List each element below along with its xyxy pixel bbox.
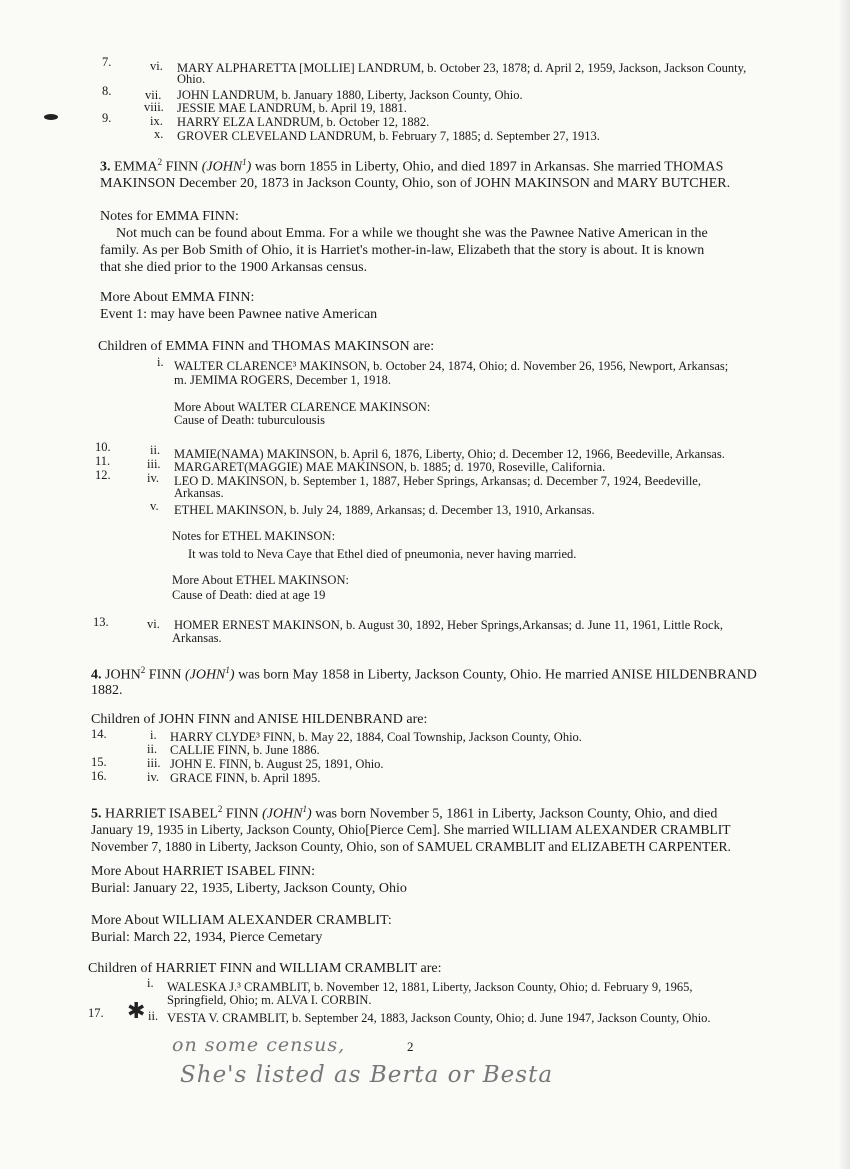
- heading-surname: FINN: [225, 806, 259, 822]
- heading-number: 5.: [91, 806, 102, 822]
- parent-close: ): [229, 667, 235, 683]
- child-entry: HOMER ERNEST MAKINSON, b. August 30, 1892, Heber Springs,Arkansas; d. June 11, 1961, Little Rock,: [174, 618, 723, 632]
- child-entry-cont: Springfield, Ohio; m. ALVA I. CORBIN.: [167, 993, 372, 1007]
- generation-sup: 2: [140, 665, 146, 675]
- emma-heading: [100, 158, 723, 175]
- notes-line: It was told to Neva Caye that Ethel died of pneumonia, never having married.: [188, 547, 577, 561]
- child-entry: MARY ALPHARETTA [MOLLIE] LANDRUM, b. October 23, 1878; d. April 2, 1959, Jackson, Jackson County,: [177, 61, 747, 75]
- heading-name: JOHN: [105, 667, 141, 683]
- more-about-line: Burial: January 22, 1935, Liberty, Jackson County, Ohio: [91, 881, 407, 896]
- emma-heading-line2: MAKINSON December 20, 1873 in Jackson County, Ohio, son of JOHN MAKINSON and MARY BUTCHER.: [100, 176, 731, 191]
- child-entry: ETHEL MAKINSON, b. July 24, 1889, Arkansas; d. December 13, 1910, Arkansas.: [174, 503, 595, 517]
- generation-sup: 2: [217, 804, 223, 814]
- children-title: Children of EMMA FINN and THOMAS MAKINSON are:: [98, 339, 435, 354]
- entry-number: 17.: [88, 1006, 104, 1020]
- more-about-title: More About WALTER CLARENCE MAKINSON:: [174, 400, 431, 414]
- heading-number: 3.: [100, 159, 111, 175]
- child-entry: CALLIE FINN, b. June 1886.: [170, 743, 320, 757]
- john-heading-line2: 1882.: [91, 683, 123, 698]
- child-roman: vi.: [147, 617, 160, 631]
- parent-sup: 1: [302, 804, 308, 814]
- entry-number: 11.: [95, 454, 111, 468]
- child-entry: GROVER CLEVELAND LANDRUM, b. February 7, 1885; d. September 27, 1913.: [177, 129, 600, 143]
- page-edge-shadow: [838, 0, 850, 1169]
- notes-line: Not much can be found about Emma. For a while we thought she was the Pawnee Native American in the: [116, 226, 708, 241]
- heading-text: was born May 1858 in Liberty, Jackson County, Ohio. He married ANISE HILDENBRAND: [238, 667, 757, 683]
- child-entry: GRACE FINN, b. April 1895.: [170, 771, 321, 785]
- harriet-heading-line3: November 7, 1880 in Liberty, Jackson County, Ohio, son of SAMUEL CRAMBLIT and ELIZABETH CARPENTER.: [91, 839, 731, 854]
- child-roman: ii.: [148, 1009, 159, 1023]
- heading-text: was born 1855 in Liberty, Ohio, and died 1897 in Arkansas. She married THOMAS: [254, 159, 724, 175]
- parent-sup: 1: [225, 665, 230, 675]
- child-roman: i.: [150, 728, 157, 742]
- children-title: Children of HARRIET FINN and WILLIAM CRAMBLIT are:: [88, 961, 442, 976]
- child-roman: iii.: [147, 457, 161, 471]
- child-roman: v.: [150, 499, 159, 513]
- entry-number: 13.: [93, 615, 109, 629]
- more-about-line: Burial: March 22, 1934, Pierce Cemetary: [91, 930, 323, 945]
- more-about-line: Cause of Death: tuburculousis: [174, 413, 326, 427]
- entry-number: 16.: [91, 769, 107, 783]
- child-entry-cont: m. JEMIMA ROGERS, December 1, 1918.: [174, 373, 391, 387]
- child-entry-cont: Ohio.: [177, 72, 206, 86]
- notes-title: Notes for EMMA FINN:: [100, 209, 239, 224]
- heading-surname: FINN: [165, 159, 199, 175]
- child-entry: WALTER CLARENCE³ MAKINSON, b. October 24, 1874, Ohio; d. November 26, 1956, Newport, Arkansas;: [174, 359, 729, 373]
- entry-number: 7.: [102, 55, 112, 69]
- child-entry: JOHN LANDRUM, b. January 1880, Liberty, Jackson County, Ohio.: [177, 88, 523, 102]
- john-heading: [91, 666, 757, 683]
- child-entry: VESTA V. CRAMBLIT, b. September 24, 1883, Jackson County, Ohio; d. June 1947, Jackson County, Ohio.: [167, 1011, 711, 1025]
- heading-parent: (JOHN: [201, 159, 243, 175]
- heading-name: EMMA: [114, 159, 158, 175]
- heading-surname: FINN: [148, 667, 182, 683]
- heading-number: 4.: [91, 667, 102, 683]
- parent-close: ): [307, 806, 312, 822]
- more-about-title: More About EMMA FINN:: [100, 290, 255, 305]
- heading-name: HARRIET ISABEL: [105, 806, 218, 822]
- child-entry: WALESKA J.³ CRAMBLIT, b. November 12, 1881, Liberty, Jackson County, Ohio; d. February 9, 1965,: [167, 980, 693, 994]
- child-roman: ii.: [147, 742, 158, 756]
- child-roman: ii.: [150, 443, 161, 457]
- child-roman: iii.: [147, 756, 161, 770]
- parent-sup: 1: [242, 157, 247, 167]
- handwritten-note-line1: on some census,: [172, 1034, 346, 1056]
- child-entry: JESSIE MAE LANDRUM, b. April 19, 1881.: [177, 101, 407, 115]
- more-about-title: More About HARRIET ISABEL FINN:: [91, 864, 315, 879]
- heading-parent: (JOHN: [184, 667, 226, 683]
- child-entry: JOHN E. FINN, b. August 25, 1891, Ohio.: [170, 757, 384, 771]
- harriet-heading: [91, 805, 717, 822]
- page-number: 2: [407, 1039, 414, 1054]
- entry-number: 10.: [95, 440, 111, 454]
- child-entry: LEO D. MAKINSON, b. September 1, 1887, Heber Springs, Arkansas; d. December 7, 1924, Beedeville,: [174, 474, 701, 488]
- handdrawn-star-icon: ✱: [127, 998, 146, 1023]
- handwritten-note-line2: She's listed as Berta or Besta: [180, 1062, 554, 1088]
- more-about-line: Event 1: may have been Pawnee native American: [100, 307, 378, 322]
- child-roman: i.: [157, 355, 164, 369]
- child-entry: HARRY ELZA LANDRUM, b. October 12, 1882.: [177, 115, 430, 129]
- more-about-title: More About WILLIAM ALEXANDER CRAMBLIT:: [91, 913, 392, 928]
- ink-smudge: [44, 114, 58, 120]
- notes-title: Notes for ETHEL MAKINSON:: [172, 529, 336, 543]
- entry-number: 15.: [91, 755, 107, 769]
- child-roman: x.: [154, 127, 164, 141]
- more-about-title: More About ETHEL MAKINSON:: [172, 573, 349, 587]
- child-roman: ix.: [150, 114, 163, 128]
- notes-line: family. As per Bob Smith of Ohio, it is Harriet's mother-in-law, Elizabeth that the story is about. It is known: [100, 243, 705, 258]
- heading-parent: (JOHN: [262, 806, 303, 822]
- more-about-line: Cause of Death: died at age 19: [172, 588, 326, 602]
- child-roman: vi.: [150, 59, 163, 73]
- child-roman: i.: [147, 976, 154, 990]
- entry-number: 14.: [91, 727, 107, 741]
- child-entry: HARRY CLYDE³ FINN, b. May 22, 1884, Coal Township, Jackson County, Ohio.: [170, 730, 582, 744]
- generation-sup: 2: [157, 157, 163, 167]
- entry-number: 8.: [102, 84, 112, 98]
- parent-close: ): [246, 159, 252, 175]
- child-entry-cont: Arkansas.: [174, 486, 224, 500]
- entry-number: 9.: [102, 111, 112, 125]
- child-roman: viii.: [144, 100, 164, 114]
- child-entry: MAMIE(NAMA) MAKINSON, b. April 6, 1876, Liberty, Ohio; d. December 12, 1966, Beedeville, Arkansas.: [174, 447, 725, 461]
- child-roman: iv.: [147, 770, 160, 784]
- children-title: Children of JOHN FINN and ANISE HILDENBRAND are:: [91, 712, 428, 727]
- harriet-heading-line2: January 19, 1935 in Liberty, Jackson County, Ohio[Pierce Cem]. She married WILLIAM ALEXANDER CRAMBLIT: [91, 822, 731, 837]
- child-entry: MARGARET(MAGGIE) MAE MAKINSON, b. 1885; d. 1970, Roseville, California.: [174, 460, 606, 474]
- child-roman: vii.: [145, 88, 162, 102]
- heading-text: was born November 5, 1861 in Liberty, Jackson County, Ohio, and died: [315, 806, 718, 822]
- notes-line: that she died prior to the 1900 Arkansas census.: [100, 260, 368, 275]
- child-roman: iv.: [147, 471, 160, 485]
- child-entry-cont: Arkansas.: [172, 631, 222, 645]
- entry-number: 12.: [95, 468, 111, 482]
